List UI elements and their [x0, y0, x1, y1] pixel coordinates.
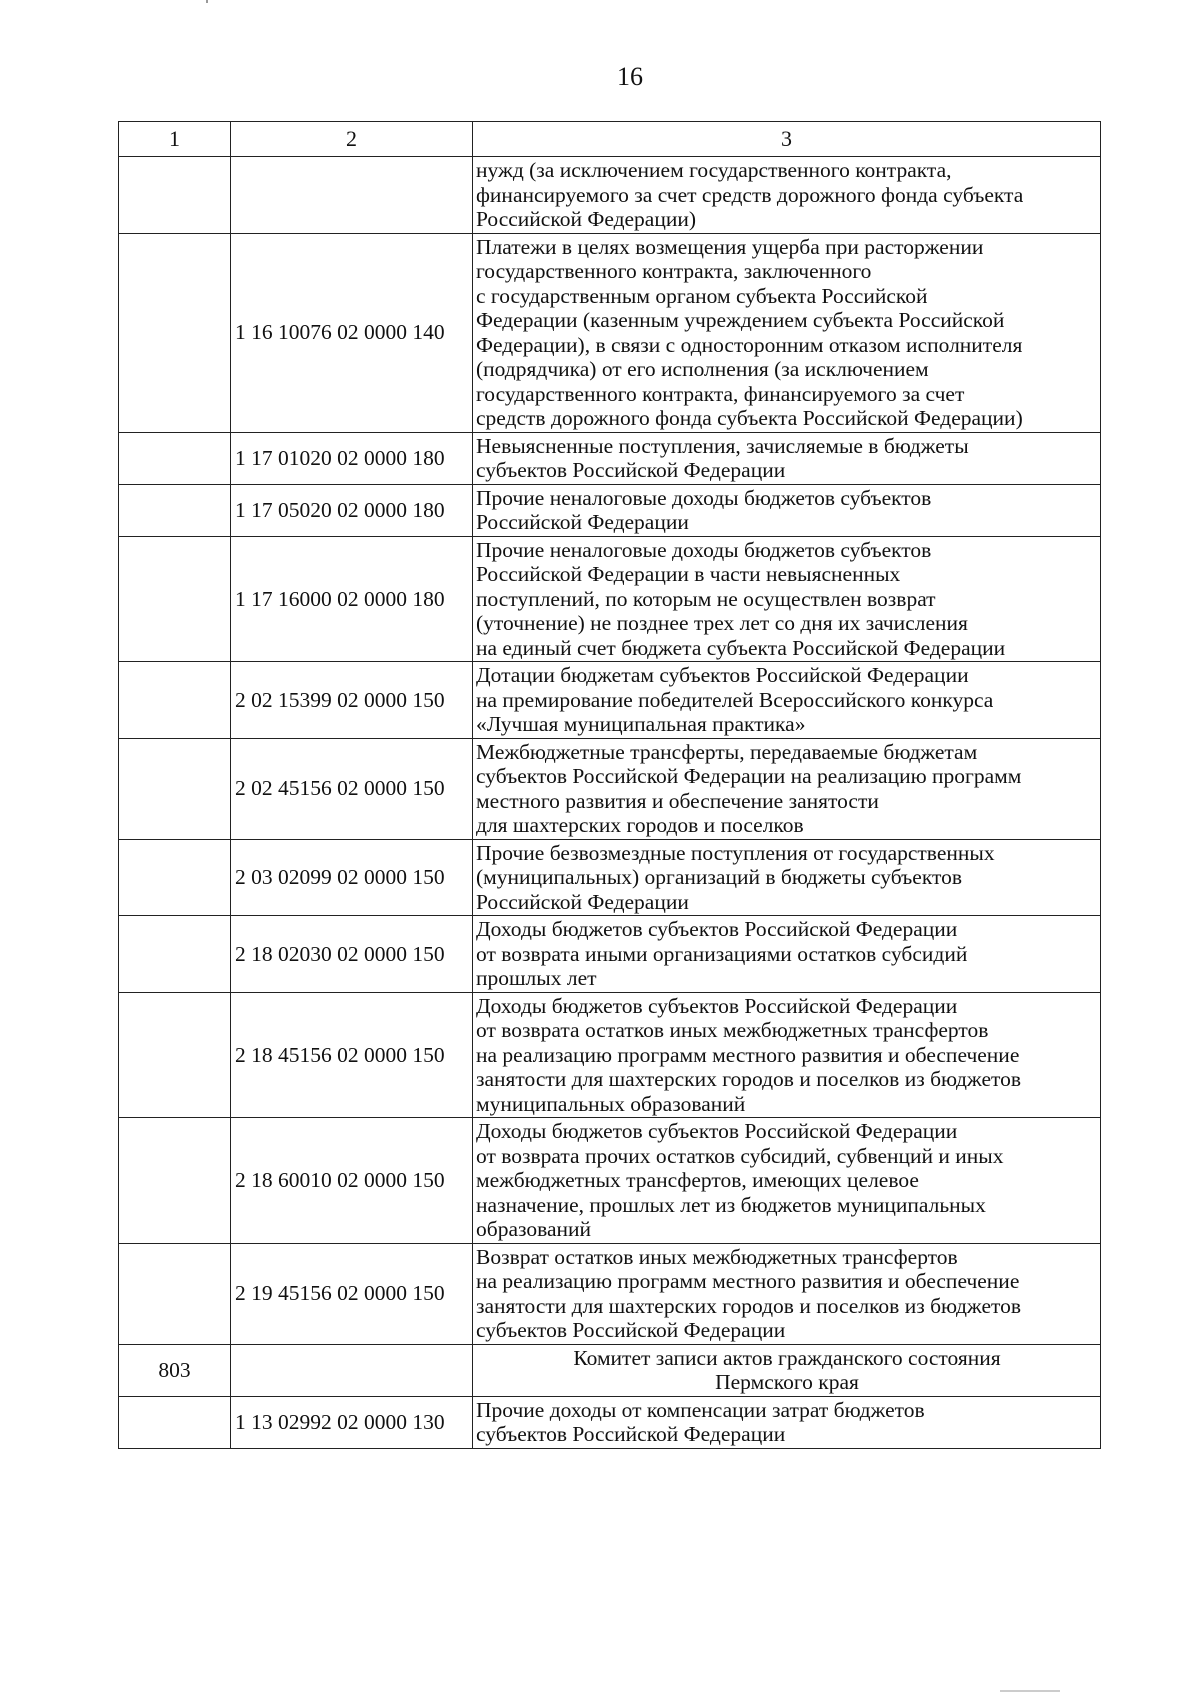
table-row	[119, 1118, 1101, 1244]
department-code-cell: 803	[119, 1344, 231, 1396]
table-row	[119, 157, 1101, 234]
department-code-cell	[119, 662, 231, 739]
department-code-cell	[119, 157, 231, 234]
description-line: прошлых лет	[476, 966, 597, 990]
description-line: Доходы бюджетов субъектов Российской Федерации	[476, 1119, 958, 1143]
description-line: на единый счет бюджета субъекта Российской Федерации	[476, 635, 1006, 660]
description-line: Доходы бюджетов субъектов Российской Федерации	[476, 993, 958, 1018]
description-line: субъектов Российской Федерации	[476, 1318, 786, 1342]
description-line: занятости для шахтерских городов и поселков из бюджетов	[476, 1067, 1022, 1091]
description-line: местного развития и обеспечение занятости	[476, 788, 879, 813]
description-line: субъектов Российской Федерации на реализацию программ	[476, 764, 1022, 788]
department-code-cell	[119, 992, 231, 1118]
description-line: от возврата прочих остатков субсидий, субвенций и иных	[476, 1143, 1004, 1168]
income-description-cell	[473, 839, 1101, 916]
description-line: государственного контракта, финансируемого за счет	[476, 381, 965, 406]
table-row	[119, 1344, 1101, 1396]
description-line: образований	[476, 1217, 592, 1241]
department-code-cell	[119, 916, 231, 993]
scan-mark	[206, 0, 208, 3]
description-line: поступлений, по которым не осуществлен возврат	[476, 586, 936, 611]
description-line: муниципальных образований	[476, 1091, 746, 1116]
description-line: (подрядчика) от его исполнения (за исключением	[476, 357, 929, 381]
description-line: Российской Федерации в части невыясненных	[476, 562, 901, 586]
table-row	[119, 536, 1101, 662]
description-line: государственного контракта, заключенного	[476, 259, 872, 283]
table-row	[119, 738, 1101, 839]
table-row	[119, 233, 1101, 432]
description-line: Федерации (казенным учреждением субъекта Российской	[476, 308, 1005, 332]
description-line: занятости для шахтерских городов и поселков из бюджетов	[476, 1293, 1022, 1318]
header-cell-2: 2	[231, 122, 473, 157]
budget-code-cell: 2 18 02030 02 0000 150	[231, 916, 473, 993]
department-code-cell	[119, 432, 231, 484]
description-line: Прочие доходы от компенсации затрат бюджетов	[476, 1397, 925, 1422]
description-line: финансируемого за счет средств дорожного фонда субъекта	[476, 182, 1024, 207]
description-line: от возврата остатков иных межбюджетных трансфертов	[476, 1018, 989, 1042]
description-line: на премирование победителей Всероссийского конкурса	[476, 687, 994, 712]
description-line: субъектов Российской Федерации	[476, 1422, 786, 1446]
description-line: Пермского края	[715, 1370, 859, 1394]
description-line: назначение, прошлых лет из бюджетов муниципальных	[476, 1192, 986, 1217]
department-code-cell	[119, 1396, 231, 1448]
description-line: нужд (за исключением государственного контракта,	[476, 158, 952, 182]
department-code-cell	[119, 738, 231, 839]
table-row	[119, 662, 1101, 739]
description-line: (муниципальных) организаций в бюджеты субъектов	[476, 865, 963, 889]
description-line: на реализацию программ местного развития и обеспечение	[476, 1269, 1020, 1293]
budget-code-cell: 2 19 45156 02 0000 150	[231, 1243, 473, 1344]
income-description-cell	[473, 1396, 1101, 1448]
income-description-cell	[473, 484, 1101, 536]
income-description-cell	[473, 233, 1101, 432]
income-description-cell	[473, 157, 1101, 234]
header-cell-3: 3	[473, 122, 1101, 157]
budget-code-cell	[231, 1344, 473, 1396]
income-description-cell	[473, 1118, 1101, 1244]
description-line: Дотации бюджетам субъектов Российской Федерации	[476, 663, 969, 687]
income-description-cell	[473, 992, 1101, 1118]
description-line: субъектов Российской Федерации	[476, 458, 786, 482]
scan-mark	[1000, 1690, 1060, 1692]
budget-income-table	[118, 121, 1101, 1449]
budget-code-cell: 2 02 45156 02 0000 150	[231, 738, 473, 839]
budget-code-cell: 1 17 05020 02 0000 180	[231, 484, 473, 536]
table-row	[119, 1396, 1101, 1448]
table-row	[119, 432, 1101, 484]
description-line: Комитет записи актов гражданского состояния	[573, 1345, 1001, 1370]
table-row	[119, 916, 1101, 993]
table-row	[119, 1243, 1101, 1344]
budget-code-cell	[231, 157, 473, 234]
page-number: 16	[617, 62, 643, 91]
description-line: Межбюджетные трансферты, передаваемые бюджетам	[476, 739, 978, 764]
header-cell-1: 1	[119, 122, 231, 157]
description-line: Платежи в целях возмещения ущерба при расторжении	[476, 234, 984, 259]
description-line: межбюджетных трансфертов, имеющих целевое	[476, 1168, 919, 1192]
budget-code-cell: 1 16 10076 02 0000 140	[231, 233, 473, 432]
description-line: с государственным органом субъекта Российской	[476, 283, 928, 308]
description-line: Федерации), в связи с односторонним отказом исполнителя	[476, 332, 1023, 357]
description-line: средств дорожного фонда субъекта Российской Федерации)	[476, 406, 1023, 430]
department-code-cell	[119, 1243, 231, 1344]
income-description-cell	[473, 738, 1101, 839]
department-code-cell	[119, 1118, 231, 1244]
description-line: Российской Федерации)	[476, 207, 697, 231]
description-line: Прочие безвозмездные поступления от государственных	[476, 840, 995, 865]
budget-code-cell: 1 13 02992 02 0000 130	[231, 1396, 473, 1448]
income-description-cell	[473, 432, 1101, 484]
description-line: Российской Федерации	[476, 889, 689, 914]
description-line: на реализацию программ местного развития и обеспечение	[476, 1042, 1020, 1067]
description-line: (уточнение) не позднее трех лет со дня их зачисления	[476, 611, 968, 635]
description-line: Прочие неналоговые доходы бюджетов субъектов	[476, 485, 932, 510]
income-description-cell	[473, 662, 1101, 739]
table-row	[119, 839, 1101, 916]
department-code-cell	[119, 536, 231, 662]
budget-code-cell: 2 02 15399 02 0000 150	[231, 662, 473, 739]
table-row	[119, 484, 1101, 536]
budget-code-cell: 2 18 45156 02 0000 150	[231, 992, 473, 1118]
description-line: для шахтерских городов и поселков	[476, 813, 804, 837]
description-line: Прочие неналоговые доходы бюджетов субъектов	[476, 537, 932, 562]
description-line: Невыясненные поступления, зачисляемые в бюджеты	[476, 433, 969, 458]
income-description-cell	[473, 536, 1101, 662]
department-code-cell	[119, 484, 231, 536]
table-row	[119, 992, 1101, 1118]
department-code-cell	[119, 839, 231, 916]
description-line: Российской Федерации	[476, 510, 689, 534]
budget-code-cell: 2 03 02099 02 0000 150	[231, 839, 473, 916]
budget-code-cell: 1 17 16000 02 0000 180	[231, 536, 473, 662]
budget-code-cell: 1 17 01020 02 0000 180	[231, 432, 473, 484]
income-description-cell	[473, 916, 1101, 993]
income-description-cell	[473, 1344, 1101, 1396]
description-line: от возврата иными организациями остатков субсидий	[476, 941, 968, 966]
description-line: Возврат остатков иных межбюджетных трансфертов	[476, 1244, 958, 1269]
description-line: Доходы бюджетов субъектов Российской Федерации	[476, 917, 958, 941]
description-line: «Лучшая муниципальная практика»	[476, 712, 806, 736]
table-header-row	[119, 122, 1101, 157]
budget-code-cell: 2 18 60010 02 0000 150	[231, 1118, 473, 1244]
department-code-cell	[119, 233, 231, 432]
income-description-cell	[473, 1243, 1101, 1344]
